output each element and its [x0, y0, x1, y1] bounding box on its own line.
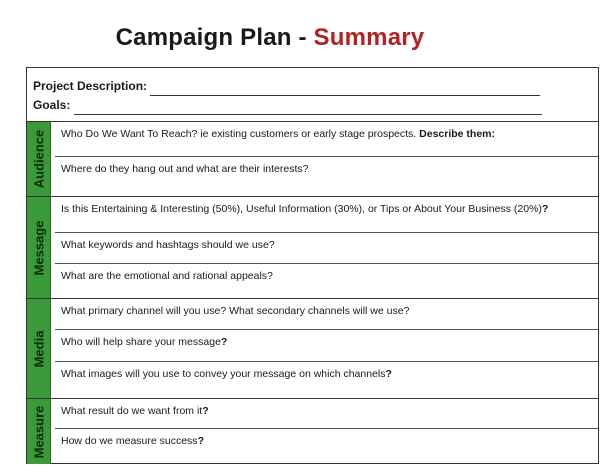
project-description-label: Project Description:: [33, 79, 148, 93]
section-audience: [27, 121, 598, 196]
page-title: [0, 24, 540, 52]
section-media: [27, 298, 598, 398]
section-label-media: Media: [27, 299, 51, 398]
form-header: [27, 68, 598, 121]
section-label-audience: Audience: [27, 122, 51, 196]
question-row[interactable]: What are the emotional and rational appeals?: [61, 270, 273, 282]
question-row[interactable]: Who Do We Want To Reach? ie existing customers or early stage prospects. Describe them:: [55, 122, 598, 157]
question-row[interactable]: Is this Entertaining & Interesting (50%), Useful Information (30%), or Tips or About Your Business (20%)?: [55, 197, 598, 233]
question-row[interactable]: Who will help share your message?: [55, 330, 598, 362]
title-main: Campaign Plan -: [115, 24, 314, 51]
question-row[interactable]: What keywords and hashtags should we use?: [55, 233, 598, 264]
goals-label: Goals:: [33, 98, 71, 112]
title-accent: Summary: [313, 24, 425, 51]
goals-line[interactable]: [74, 104, 542, 115]
plan-form: [26, 67, 599, 464]
goals-row: [33, 96, 598, 115]
project-description-row: [33, 77, 598, 96]
project-description-line[interactable]: [150, 85, 540, 96]
question-row[interactable]: What images will you use to convey your message on which channels?: [61, 368, 392, 380]
section-label-message: Message: [27, 197, 51, 298]
section-message: [27, 196, 598, 298]
question-row[interactable]: What primary channel will you use? What secondary channels will we use?: [55, 299, 598, 330]
question-row[interactable]: Where do they hang out and what are their interests?: [61, 163, 309, 175]
question-row[interactable]: What result do we want from it?: [55, 399, 598, 429]
section-measure: [27, 398, 598, 464]
question-row[interactable]: How do we measure success?: [61, 435, 204, 447]
section-label-measure: Measure: [27, 399, 51, 464]
